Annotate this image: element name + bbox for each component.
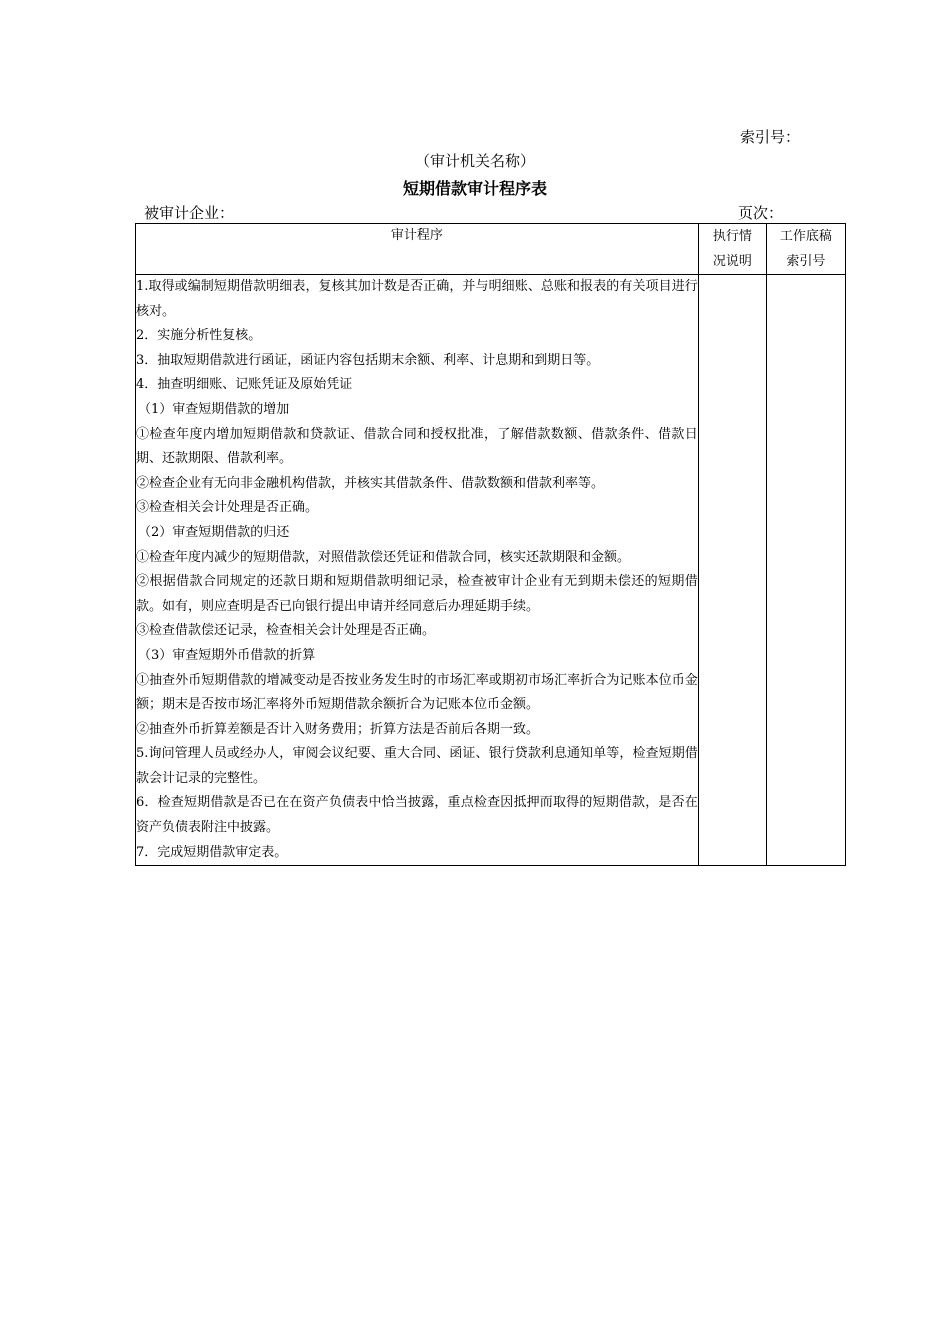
procedure-step: 6．检查短期借款是否已在在资产负债表中恰当披露，重点检查因抵押而取得的短期借款，是否在资产负债表附注中披露。 — [136, 795, 698, 836]
procedure-step: 4．抽查明细账、记账凭证及原始凭证 — [136, 377, 353, 393]
header-ref-line1: 工作底稿 — [779, 229, 832, 244]
procedure-step: 5.询问管理人员或经办人，审阅会议纪要、重大合同、函证、银行贷款利息通知单等，检查短期借款会计记录的完整性。 — [136, 746, 698, 786]
header-execution-line2: 况说明 — [712, 254, 752, 269]
audited-company-label: 被审计企业： — [144, 204, 235, 222]
audit-org-name: （审计机关名称） — [414, 152, 535, 170]
procedure-step: ③检查相关会计处理是否正确。 — [136, 500, 319, 516]
procedure-step: ②抽查外币折算差额是否计入财务费用；折算方法是否前后各期一致。 — [136, 721, 540, 737]
procedure-steps-cell — [136, 275, 699, 866]
header-procedure: 审计程序 — [136, 224, 699, 275]
header-workpaper-ref — [766, 224, 845, 275]
procedure-step: 2．实施分析性复核。 — [136, 328, 262, 344]
audit-procedure-table — [135, 223, 846, 866]
execution-notes-cell[interactable] — [698, 275, 766, 866]
header-execution — [698, 224, 766, 275]
table-header-row — [136, 224, 846, 275]
procedure-step: ②根据借款合同规定的还款日期和短期借款明细记录，检查被审计企业有无到期未偿还的短期借款。如有，则应查明是否已向银行提出申请并经同意后办理延期手续。 — [136, 574, 698, 614]
index-number-label: 索引号： — [740, 128, 801, 146]
procedure-step: ①检查年度内增加短期借款和贷款证、借款合同和授权批准，了解借款数额、借款条件、借款日期、还款期限、借款利率。 — [136, 426, 698, 467]
procedure-step: （2）审查短期借款的归还 — [138, 524, 290, 540]
table-body-row — [136, 275, 846, 866]
procedure-step: ①抽查外币短期借款的增减变动是否按业务发生时的市场汇率或期初市场汇率折合为记账本位币金额；期末是否按市场汇率将外币短期借款余额折合为记账本位币金额。 — [136, 672, 698, 713]
procedure-step: 7．完成短期借款审定表。 — [136, 844, 288, 860]
procedure-step: （3）审查短期外币借款的折算 — [138, 647, 316, 663]
procedure-step: ③检查借款偿还记录，检查相关会计处理是否正确。 — [136, 623, 436, 639]
procedure-step: ①检查年度内减少的短期借款，对照借款偿还凭证和借款合同，核实还款期限和金额。 — [136, 549, 631, 565]
page-number-label: 页次： — [738, 204, 784, 222]
workpaper-ref-cell[interactable] — [766, 275, 845, 866]
procedure-step: 1.取得或编制短期借款明细表，复核其加计数是否正确，并与明细账、总账和报表的有关项目进行核对。 — [136, 279, 698, 319]
page-title: 短期借款审计程序表 — [402, 179, 547, 198]
header-ref-line2: 索引号 — [786, 254, 826, 269]
procedure-step: 3．抽取短期借款进行函证，函证内容包括期末余额、利率、计息期和到期日等。 — [136, 352, 600, 368]
procedure-step: （1）审查短期借款的增加 — [138, 401, 290, 417]
procedure-step: ②检查企业有无向非金融机构借款，并核实其借款条件、借款数额和借款利率等。 — [136, 475, 605, 491]
header-execution-line1: 执行情 — [712, 229, 752, 244]
